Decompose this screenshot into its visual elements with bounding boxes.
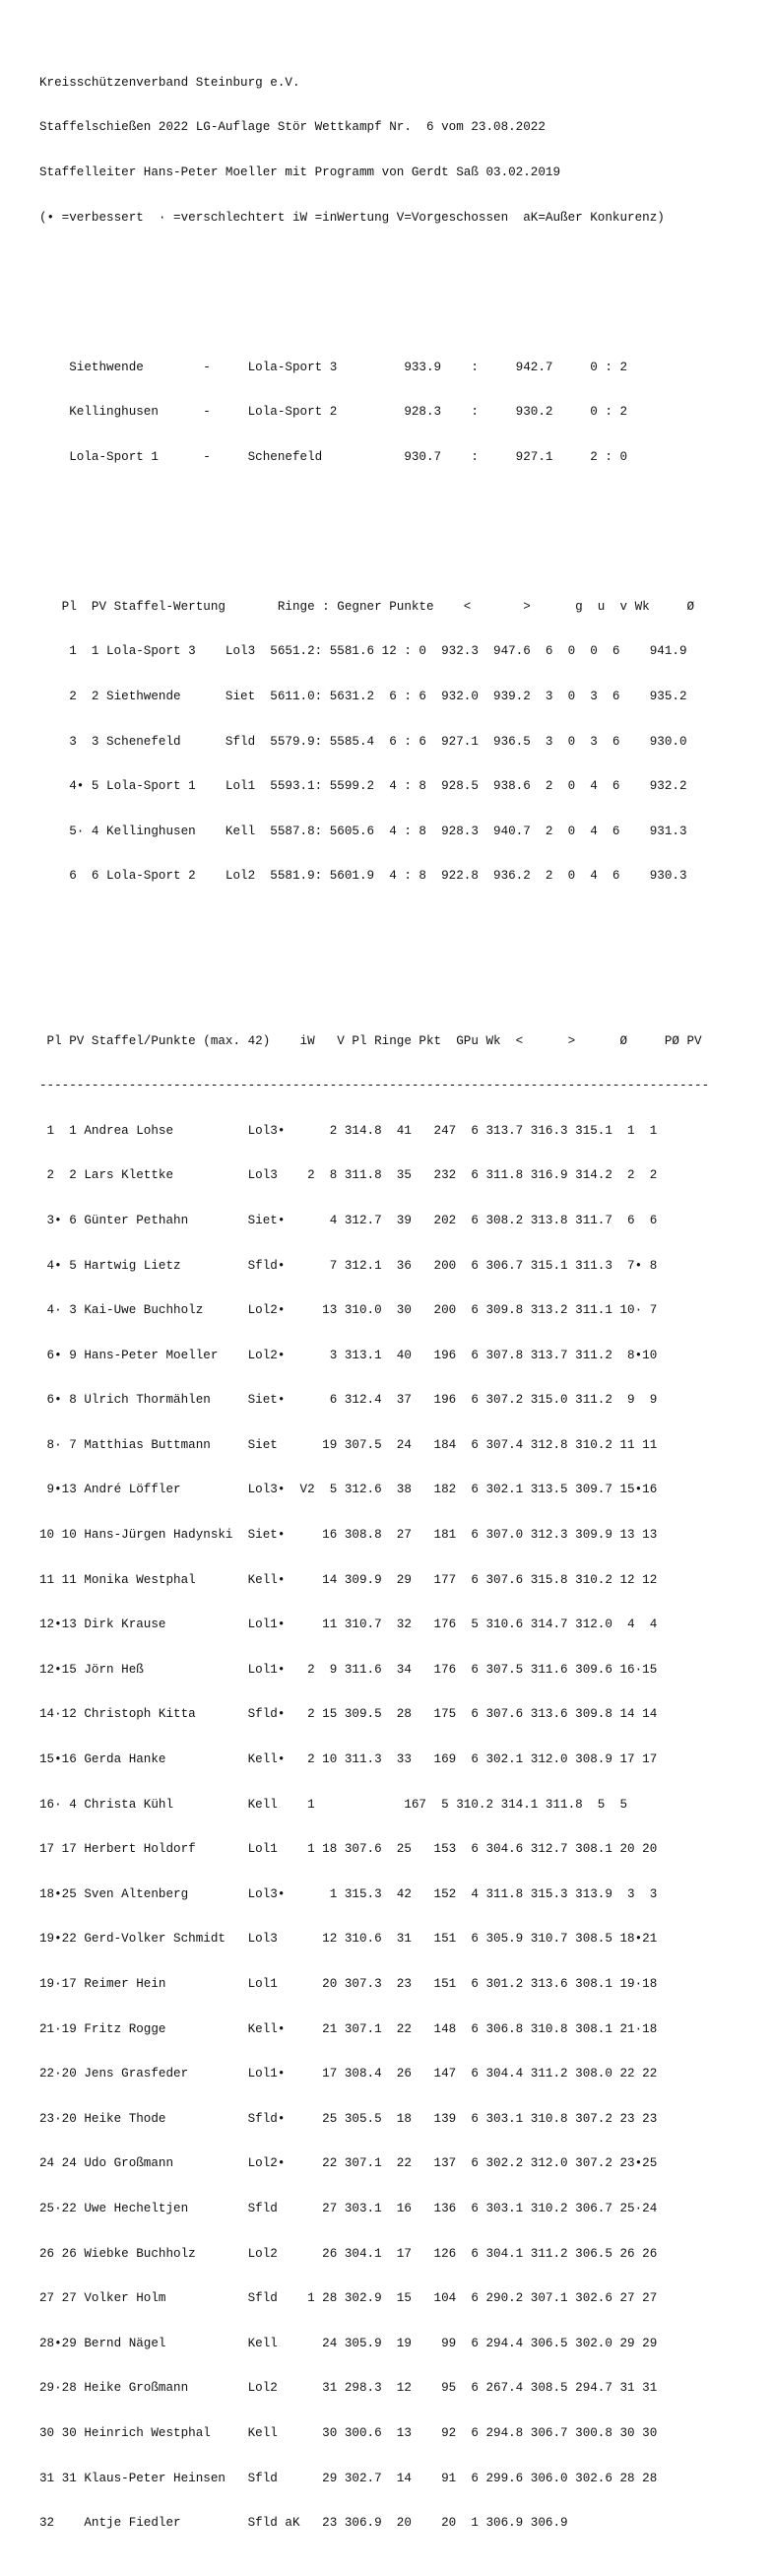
spacer [39, 944, 709, 973]
shooter-row: 15•16 Gerda Hanke Kell• 2 10 311.3 33 169 6 302.1 312.0 308.9 17 17 [39, 1752, 658, 1767]
spacer [39, 525, 709, 540]
shooter-row: 12•13 Dirk Krause Lol1• 11 310.7 32 176 5 310.6 314.7 312.0 4 4 [39, 1618, 658, 1632]
shooter-row: 23·20 Heike Thode Sfld• 25 305.5 18 139 6 303.1 310.8 307.2 23 23 [39, 2111, 658, 2126]
shooter-row: 26 26 Wiebke Buchholz Lol2 26 304.1 17 126 6 304.1 311.2 306.5 26 26 [39, 2246, 658, 2261]
team-standings-table [39, 569, 709, 914]
results-sheet [39, 16, 709, 2576]
shooter-row: 28•29 Bernd Nägel Kell 24 305.9 19 99 6 294.4 306.5 302.0 29 29 [39, 2336, 658, 2350]
association-title: Kreisschützenverband Steinburg e.V. [39, 75, 300, 90]
shooter-row: 18•25 Sven Altenberg Lol3• 1 315.3 42 152 4 311.8 315.3 313.9 3 3 [39, 1886, 658, 1901]
team-row: 3 3 Schenefeld Sfld 5579.9: 5585.4 6 : 6 927.1 936.5 3 0 3 6 930.0 [39, 734, 687, 749]
individual-header: Pl PV Staffel/Punkte (max. 42) iW V Pl Ringe Pkt GPu Wk < > Ø PØ PV [39, 1033, 702, 1048]
shooter-row: 27 27 Volker Holm Sfld 1 28 302.9 15 104 6 290.2 307.1 302.6 27 27 [39, 2291, 658, 2306]
table-divider: ------------------------------------------------------------------------------------------ [39, 1079, 710, 1093]
legend-line: (• =verbessert · =verschlechtert iW =inWertung V=Vorgeschossen aK=Außer Konkurenz) [39, 210, 665, 225]
shooter-row: 11 11 Monika Westphal Kell• 14 309.9 29 177 6 307.6 315.8 310.2 12 12 [39, 1572, 658, 1587]
shooter-row: 19•22 Gerd-Volker Schmidt Lol3 12 310.6 31 151 6 305.9 310.7 308.5 18•21 [39, 1932, 658, 1947]
team-row: 1 1 Lola-Sport 3 Lol3 5651.2: 5581.6 12 : 0 932.3 947.6 6 0 0 6 941.9 [39, 644, 687, 659]
shooter-row: 14·12 Christoph Kitta Sfld• 2 15 309.5 28 175 6 307.6 313.6 309.8 14 14 [39, 1707, 658, 1722]
document-header [39, 45, 709, 255]
shooter-row: 32 Antje Fiedler Sfld aK 23 306.9 20 20 1 306.9 306.9 [39, 2516, 568, 2531]
shooter-row: 31 31 Klaus-Peter Heinsen Sfld 29 302.7 14 91 6 299.6 306.0 302.6 28 28 [39, 2471, 658, 2485]
shooter-row: 9•13 André Löffler Lol3• V2 5 312.6 38 182 6 302.1 313.5 309.7 15•16 [39, 1483, 658, 1497]
shooter-row: 24 24 Udo Großmann Lol2• 22 307.1 22 137 6 302.2 312.0 307.2 23•25 [39, 2156, 658, 2171]
spacer [39, 286, 709, 300]
team-row: 5· 4 Kellinghusen Kell 5587.8: 5605.6 4 : 8 928.3 940.7 2 0 4 6 931.3 [39, 824, 687, 838]
individual-ranking-table [39, 1004, 709, 2561]
shooter-row: 4• 5 Hartwig Lietz Sfld• 7 312.1 36 200 6 306.7 315.1 311.3 7• 8 [39, 1258, 658, 1273]
shooter-row: 25·22 Uwe Hecheltjen Sfld 27 303.1 16 136 6 303.1 310.2 306.7 25·24 [39, 2201, 658, 2215]
shooter-row: 29·28 Heike Großmann Lol2 31 298.3 12 95 6 267.4 308.5 294.7 31 31 [39, 2381, 658, 2396]
shooter-row: 3• 6 Günter Pethahn Siet• 4 312.7 39 202 6 308.2 313.8 311.7 6 6 [39, 1213, 658, 1227]
match-results [39, 330, 709, 495]
shooter-row: 16· 4 Christa Kühl Kell 1 167 5 310.2 314.1 311.8 5 5 [39, 1797, 628, 1812]
shooter-row: 1 1 Andrea Lohse Lol3• 2 314.8 41 247 6 313.7 316.3 315.1 1 1 [39, 1123, 658, 1138]
shooter-row: 6• 8 Ulrich Thormählen Siet• 6 312.4 37 196 6 307.2 315.0 311.2 9 9 [39, 1393, 658, 1408]
shooter-row: 6• 9 Hans-Peter Moeller Lol2• 3 313.1 40 196 6 307.8 313.7 311.2 8•10 [39, 1348, 658, 1362]
team-row: 4• 5 Lola-Sport 1 Lol1 5593.1: 5599.2 4 : 8 928.5 938.6 2 0 4 6 932.2 [39, 779, 687, 794]
shooter-row: 19·17 Reimer Hein Lol1 20 307.3 23 151 6 301.2 313.6 308.1 19·18 [39, 1977, 658, 1992]
shooter-row: 10 10 Hans-Jürgen Hadynski Siet• 16 308.8 27 181 6 307.0 312.3 309.9 13 13 [39, 1528, 658, 1543]
match-row: Kellinghusen - Lola-Sport 2 928.3 : 930.2 0 : 2 [39, 405, 628, 420]
shooter-row: 4· 3 Kai-Uwe Buchholz Lol2• 13 310.0 30 200 6 309.8 313.2 311.1 10· 7 [39, 1303, 658, 1318]
shooter-row: 12•15 Jörn Heß Lol1• 2 9 311.6 34 176 6 307.5 311.6 309.6 16·15 [39, 1662, 658, 1677]
shooter-row: 2 2 Lars Klettke Lol3 2 8 311.8 35 232 6 311.8 316.9 314.2 2 2 [39, 1168, 658, 1183]
shooter-row: 17 17 Herbert Holdorf Lol1 1 18 307.6 25 153 6 304.6 312.7 308.1 20 20 [39, 1842, 658, 1857]
competition-title: Staffelschießen 2022 LG-Auflage Stör Wettkampf Nr. 6 vom 23.08.2022 [39, 120, 546, 135]
shooter-row: 8· 7 Matthias Buttmann Siet 19 307.5 24 184 6 307.4 312.8 310.2 11 11 [39, 1437, 658, 1452]
organizer-line: Staffelleiter Hans-Peter Moeller mit Programm von Gerdt Saß 03.02.2019 [39, 165, 561, 179]
team-row: 6 6 Lola-Sport 2 Lol2 5581.9: 5601.9 4 : 8 922.8 936.2 2 0 4 6 930.3 [39, 869, 687, 884]
shooter-row: 21·19 Fritz Rogge Kell• 21 307.1 22 148 6 306.8 310.8 308.1 21·18 [39, 2021, 658, 2036]
team-row: 2 2 Siethwende Siet 5611.0: 5631.2 6 : 6 932.0 939.2 3 0 3 6 935.2 [39, 689, 687, 703]
match-row: Siethwende - Lola-Sport 3 933.9 : 942.7 0 : 2 [39, 360, 628, 374]
shooter-row: 30 30 Heinrich Westphal Kell 30 300.6 13 92 6 294.8 306.7 300.8 30 30 [39, 2425, 658, 2440]
shooter-row: 22·20 Jens Grasfeder Lol1• 17 308.4 26 147 6 304.4 311.2 308.0 22 22 [39, 2067, 658, 2081]
team-standings-header: Pl PV Staffel-Wertung Ringe : Gegner Punkte < > g u v Wk Ø [39, 599, 695, 614]
match-row: Lola-Sport 1 - Schenefeld 930.7 : 927.1 2 : 0 [39, 449, 628, 464]
